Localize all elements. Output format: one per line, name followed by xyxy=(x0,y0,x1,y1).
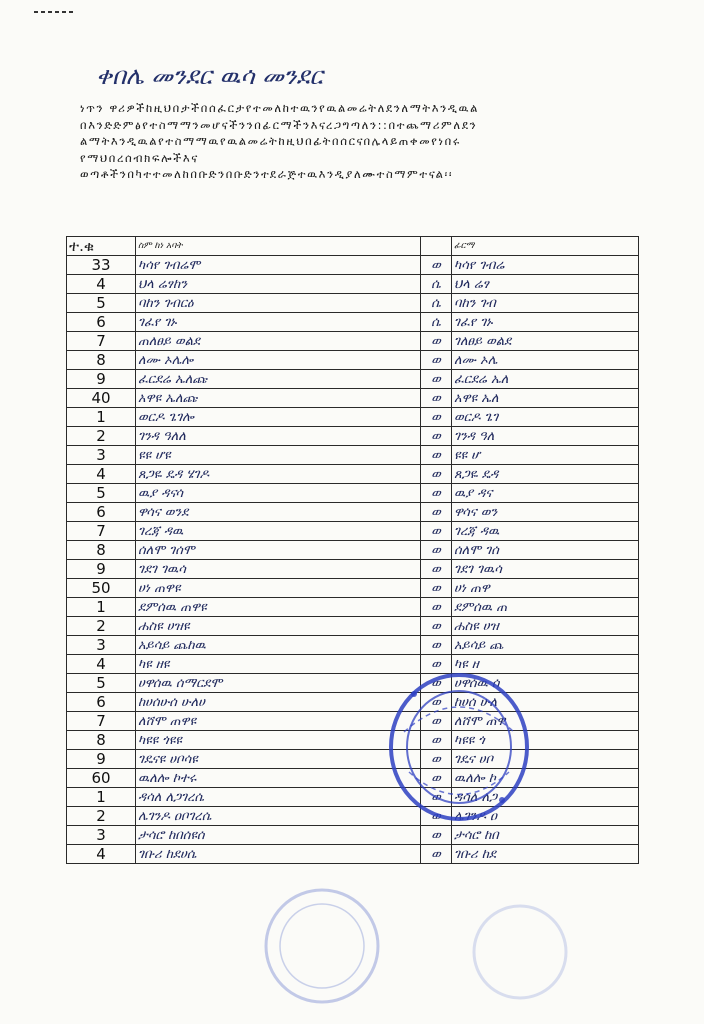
row-number: 6 xyxy=(67,693,136,712)
row-signature: ዳሳለ ለጋ xyxy=(452,788,639,807)
table-body xyxy=(67,256,639,864)
row-name: ካዩ ዘዩ xyxy=(136,655,421,674)
table-row xyxy=(67,693,639,712)
row-number: 6 xyxy=(67,503,136,522)
row-sex: ወ xyxy=(421,598,452,617)
row-number: 4 xyxy=(67,845,136,864)
table-row xyxy=(67,731,639,750)
row-signature: ገለፀይ ወልደ xyxy=(452,332,639,351)
row-sex: ወ xyxy=(421,503,452,522)
row-name: ዋሳና ወንደ xyxy=(136,503,421,522)
row-name: ዳሳለ ለጋገረሴ xyxy=(136,788,421,807)
table-row xyxy=(67,788,639,807)
row-sex: ወ xyxy=(421,465,452,484)
table-row xyxy=(67,636,639,655)
row-sex: ወ xyxy=(421,769,452,788)
table-row xyxy=(67,674,639,693)
row-sex: ወ xyxy=(421,750,452,769)
row-signature: ለሸሞ ጠዋ xyxy=(452,712,639,731)
header-sex xyxy=(421,237,452,256)
row-sex: ወ xyxy=(421,484,452,503)
row-name: ዉያ ዳናሳ xyxy=(136,484,421,503)
row-number: 4 xyxy=(67,465,136,484)
table-row xyxy=(67,427,639,446)
table-row xyxy=(67,712,639,731)
row-name: ገፈየ ገኑ xyxy=(136,313,421,332)
row-number: 4 xyxy=(67,275,136,294)
table-row xyxy=(67,275,639,294)
table-row xyxy=(67,579,639,598)
row-signature: ሀዋሰዉ ሰ xyxy=(452,674,639,693)
row-sex: ሴ xyxy=(421,275,452,294)
table-row xyxy=(67,807,639,826)
row-signature: ካሳየ ገብሬ xyxy=(452,256,639,275)
row-name: ገደገ ገዉሳ xyxy=(136,560,421,579)
faint-stamp xyxy=(470,902,570,1002)
row-number: 1 xyxy=(67,598,136,617)
intro-paragraph xyxy=(80,100,640,183)
table-row xyxy=(67,560,639,579)
row-number: 33 xyxy=(67,256,136,275)
row-signature: ዋሳና ወን xyxy=(452,503,639,522)
row-name: ካዩዩ ጎዩዩ xyxy=(136,731,421,750)
table-row xyxy=(67,256,639,275)
intro-line: ወጣቶችንበካተተመለከበቡድንበቡድንተደራጅተዉእንዲያለሙተስማምተናል፡፡ xyxy=(80,167,454,181)
row-number: 4 xyxy=(67,655,136,674)
row-sex: ወ xyxy=(421,845,452,864)
intro-line: የማህበረሰብክፍሎችእና xyxy=(80,150,199,165)
table-row xyxy=(67,484,639,503)
row-number: 2 xyxy=(67,617,136,636)
row-sex: ወ xyxy=(421,370,452,389)
row-sex: ወ xyxy=(421,731,452,750)
table-row xyxy=(67,408,639,427)
row-sex: ሴ xyxy=(421,313,452,332)
row-sex: ወ xyxy=(421,655,452,674)
row-sex: ወ xyxy=(421,807,452,826)
row-signature: ገረጃ ዳዉ xyxy=(452,522,639,541)
row-sex: ወ xyxy=(421,788,452,807)
row-signature: ገፈየ ገኑ xyxy=(452,313,639,332)
row-name: ከሀሰሁሰ ሁለሀ xyxy=(136,693,421,712)
row-sex: ወ xyxy=(421,522,452,541)
table-row xyxy=(67,332,639,351)
top-corner-mark xyxy=(32,8,78,16)
row-number: 40 xyxy=(67,389,136,408)
row-name: ሀዋሰዉ ሰማርደሞ xyxy=(136,674,421,693)
row-sex: ወ xyxy=(421,541,452,560)
row-sex: ወ xyxy=(421,351,452,370)
table-row xyxy=(67,446,639,465)
row-name: ገቡሪ ከደሀሴ xyxy=(136,845,421,864)
row-sex: ወ xyxy=(421,693,452,712)
row-name: ገዴናዩ ሀቦሳዩ xyxy=(136,750,421,769)
row-name: ካሳየ ገብሬሞ xyxy=(136,256,421,275)
table-row xyxy=(67,655,639,674)
row-signature: ዩዩ ሆ xyxy=(452,446,639,465)
row-sex: ወ xyxy=(421,826,452,845)
row-sex: ወ xyxy=(421,389,452,408)
row-name: ዩዩ ሆዩ xyxy=(136,446,421,465)
row-number: 9 xyxy=(67,370,136,389)
row-number: 2 xyxy=(67,427,136,446)
row-name: ወርዶ ጌገሎ xyxy=(136,408,421,427)
row-signature: ገዴና ሀቦ xyxy=(452,750,639,769)
row-sex: ወ xyxy=(421,408,452,427)
row-signature: ህላ ሬፃ xyxy=(452,275,639,294)
table-row xyxy=(67,313,639,332)
row-number: 2 xyxy=(67,807,136,826)
row-name: ሌገንዶ ዐቦገረሴ xyxy=(136,807,421,826)
row-number: 60 xyxy=(67,769,136,788)
row-name: አይሳይ ጨከዉ xyxy=(136,636,421,655)
row-number: 7 xyxy=(67,712,136,731)
row-name: ገረጃ ዳዉ xyxy=(136,522,421,541)
row-name: ዉለሎ ኮተሩ xyxy=(136,769,421,788)
row-number: 7 xyxy=(67,522,136,541)
intro-line: ነጥን ዋሪዎችከዚህበታችበሰፈርታየተመለከተዉንየዉልመሬትለደንለማትእንዲዉል xyxy=(80,101,479,115)
row-name: ደምሰዉ ጠዋዩ xyxy=(136,598,421,617)
table-row xyxy=(67,769,639,788)
row-name: ፈርደሬ ኤለጩ xyxy=(136,370,421,389)
row-signature: ወርዶ ጌገ xyxy=(452,408,639,427)
row-sex: ወ xyxy=(421,560,452,579)
row-signature: አዋዩ ኤለ xyxy=(452,389,639,408)
row-signature: አይሳይ ጨ xyxy=(452,636,639,655)
row-signature: ጸጋዬ ዴዳ xyxy=(452,465,639,484)
header-signature: ፊርማ xyxy=(452,237,639,256)
row-number: 1 xyxy=(67,408,136,427)
row-name: ጠለፀይ ወልደ xyxy=(136,332,421,351)
row-signature: ገቡሪ ከደ xyxy=(452,845,639,864)
row-name: ህላ ሬፃከን xyxy=(136,275,421,294)
row-name: ታሳሮ ከበሰዩሰ xyxy=(136,826,421,845)
table-row xyxy=(67,522,639,541)
row-sex: ወ xyxy=(421,674,452,693)
row-number: 3 xyxy=(67,826,136,845)
row-number: 50 xyxy=(67,579,136,598)
table-row xyxy=(67,294,639,313)
table-row xyxy=(67,826,639,845)
row-sex: ወ xyxy=(421,617,452,636)
row-number: 8 xyxy=(67,541,136,560)
row-name: ባከን ገብርዕ xyxy=(136,294,421,313)
row-sex: ወ xyxy=(421,636,452,655)
row-number: 7 xyxy=(67,332,136,351)
row-number: 9 xyxy=(67,560,136,579)
row-signature: ገደገ ገዉሳ xyxy=(452,560,639,579)
row-number: 5 xyxy=(67,484,136,503)
row-name: ለሸሞ ጠዋዩ xyxy=(136,712,421,731)
row-signature: ዉለሎ ኮ xyxy=(452,769,639,788)
row-number: 8 xyxy=(67,351,136,370)
row-signature: ሰለሞ ገሰ xyxy=(452,541,639,560)
row-number: 8 xyxy=(67,731,136,750)
row-number: 3 xyxy=(67,636,136,655)
row-number: 5 xyxy=(67,294,136,313)
row-signature: ሀነ ጠዋ xyxy=(452,579,639,598)
table-row xyxy=(67,598,639,617)
row-number: 3 xyxy=(67,446,136,465)
table-row xyxy=(67,750,639,769)
intro-line: ልማትእንዲዉልየተስማማዉየዉልመሬትከዚህበፊትበሰርናበሌላይጠቀመየነበሩ xyxy=(80,134,461,148)
row-name: አዋዩ ኤለጩ xyxy=(136,389,421,408)
row-signature: ሌገንዶ ዐ xyxy=(452,807,639,826)
row-sex: ወ xyxy=(421,427,452,446)
table-row xyxy=(67,389,639,408)
table-row xyxy=(67,370,639,389)
row-name: ሰለሞ ገሰሞ xyxy=(136,541,421,560)
table-row xyxy=(67,351,639,370)
row-sex: ወ xyxy=(421,712,452,731)
row-name: ሐስዩ ሀዝዩ xyxy=(136,617,421,636)
row-sex: ወ xyxy=(421,256,452,275)
row-signature: ካዩ ዘ xyxy=(452,655,639,674)
row-number: 6 xyxy=(67,313,136,332)
row-number: 5 xyxy=(67,674,136,693)
table-row xyxy=(67,465,639,484)
row-name: ለሙ ኦሌሎ xyxy=(136,351,421,370)
row-signature: ሐስዩ ሀዝ xyxy=(452,617,639,636)
row-name: ሀነ ጠዋዩ xyxy=(136,579,421,598)
table-row xyxy=(67,503,639,522)
row-signature: ዉያ ዳና xyxy=(452,484,639,503)
table-row xyxy=(67,541,639,560)
header-number: ተ.ቁ xyxy=(67,237,136,256)
row-number: 9 xyxy=(67,750,136,769)
row-number: 1 xyxy=(67,788,136,807)
row-signature: ደምሰዉ ጠ xyxy=(452,598,639,617)
row-name: ገንዳ ዓለለ xyxy=(136,427,421,446)
row-signature: ታሳሮ ከበ xyxy=(452,826,639,845)
header-name: ስም ከነ አባት xyxy=(136,237,421,256)
row-signature: ባከን ገብ xyxy=(452,294,639,313)
table-row xyxy=(67,617,639,636)
intro-line: በእንድድምፅየተስማማንመሆናችንንበፊርማችንእናረጋግጣለን::በተጨማሪምለደን xyxy=(80,117,478,132)
table-header-row xyxy=(67,237,639,256)
signature-table xyxy=(66,236,639,864)
handwritten-heading: ቀበሌ መንደር ዉሳ መንደር xyxy=(96,62,323,90)
row-signature: ከሀሰ ሁለ xyxy=(452,693,639,712)
row-sex: ወ xyxy=(421,332,452,351)
row-signature: ለሙ ኦሌ xyxy=(452,351,639,370)
faint-stamp xyxy=(262,886,382,1006)
row-sex: ወ xyxy=(421,579,452,598)
row-signature: ገንዳ ዓለ xyxy=(452,427,639,446)
row-signature: ፈርደሬ ኤለ xyxy=(452,370,639,389)
row-signature: ካዩዩ ጎ xyxy=(452,731,639,750)
row-sex: ሴ xyxy=(421,294,452,313)
table-row xyxy=(67,845,639,864)
row-name: ጸጋዬ ዴዳ ሄገዶ xyxy=(136,465,421,484)
row-sex: ወ xyxy=(421,446,452,465)
